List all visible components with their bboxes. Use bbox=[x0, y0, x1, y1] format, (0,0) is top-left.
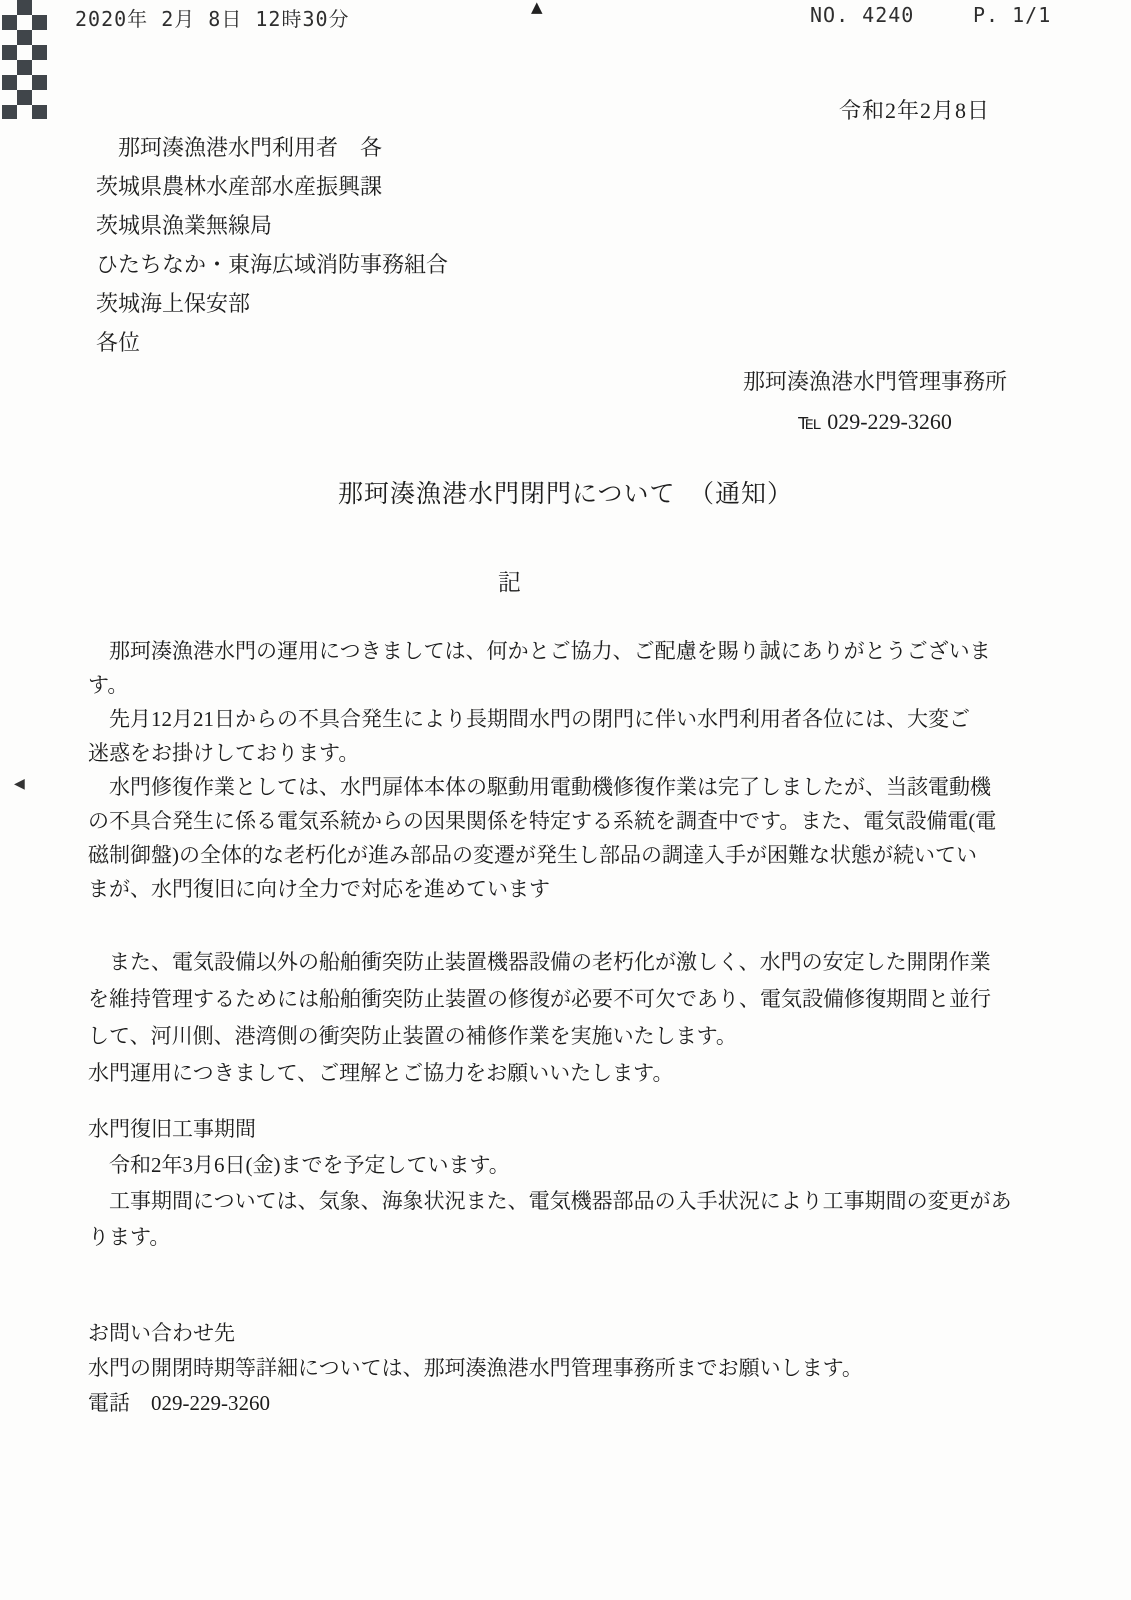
recipient-list bbox=[96, 128, 448, 362]
fax-page-indicator: P. 1/1 bbox=[973, 3, 1052, 27]
body-line: 先月12月21日からの不具合発生により長期間水門の閉門に伴い水門利用者各位には、大変ご bbox=[88, 707, 970, 731]
recipient-line: 茨城県農林水産部水産振興課 bbox=[96, 174, 383, 199]
recipient-line: 各位 bbox=[96, 330, 141, 355]
body-line: ります。 bbox=[88, 1225, 171, 1249]
fax-up-marker-icon: ▲ bbox=[531, 0, 543, 16]
fax-timestamp: 2020年 2月 8日 12時30分 bbox=[75, 7, 350, 31]
body-line: の不具合発生に係る電気系統からの因果関係を特定する系統を調査中です。また、電気設備電(電 bbox=[88, 809, 997, 833]
issue-date: 令和2年2月8日 bbox=[838, 98, 990, 123]
body-line: 令和2年3月6日(金)までを予定しています。 bbox=[88, 1153, 510, 1177]
body-paragraphs bbox=[88, 634, 1048, 906]
body-line: して、河川側、港湾側の衝突防止装置の補修作業を実施いたします。 bbox=[88, 1024, 737, 1048]
recipient-line: 那珂湊漁港水門利用者 各 bbox=[96, 135, 383, 160]
contact-section bbox=[88, 1316, 1048, 1421]
scan-left-marker-icon: ◀ bbox=[14, 776, 25, 792]
recipient-line: 茨城海上保安部 bbox=[96, 291, 251, 316]
body-line: を維持管理するためには船舶衝突防止装置の修復が必要不可欠であり、電気設備修復期間と並行 bbox=[88, 987, 991, 1011]
construction-heading: 水門復旧工事期間 bbox=[88, 1117, 256, 1141]
contact-phone: 電話 029-229-3260 bbox=[88, 1391, 270, 1415]
body-line: 水門の開閉時期等詳細については、那珂湊漁港水門管理事務所までお願いします。 bbox=[88, 1356, 863, 1380]
body-line: 水門修復作業としては、水門扉体本体の駆動用電動機修復作業は完了しましたが、当該電動機 bbox=[88, 775, 991, 799]
recipient-line: 茨城県漁業無線局 bbox=[96, 213, 273, 238]
sender-block bbox=[743, 362, 1007, 442]
fax-doc-number: NO. 4240 bbox=[810, 3, 915, 27]
body-line: 水門運用につきまして、ご理解とご協力をお願いいたします。 bbox=[88, 1061, 674, 1085]
body-line: す。 bbox=[88, 673, 129, 697]
body-line: 那珂湊漁港水門の運用につきましては、何かとご協力、ご配慮を賜り誠にありがとうございま bbox=[88, 639, 991, 663]
body-line: 迷惑をお掛けしております。 bbox=[88, 741, 360, 765]
construction-period-section bbox=[88, 1111, 1048, 1255]
body-line: 磁制御盤)の全体的な老朽化が進み部品の変遷が発生し部品の調達入手が困難な状態が続いてい bbox=[88, 843, 977, 867]
body-line: 工事期間については、気象、海象状況また、電気機器部品の入手状況により工事期間の変更があ bbox=[88, 1189, 1012, 1213]
recipient-line: ひたちなか・東海広域消防事務組合 bbox=[96, 252, 449, 277]
body-paragraph-4 bbox=[88, 944, 1048, 1092]
body-line: また、電気設備以外の船舶衝突防止装置機器設備の老朽化が激しく、水門の安定した開閉作業 bbox=[88, 950, 991, 974]
sender-phone: ℡ 029-229-3260 bbox=[798, 409, 952, 434]
fax-checker-pattern-icon bbox=[2, 0, 47, 119]
record-marker: 記 bbox=[498, 570, 521, 595]
sender-name: 那珂湊漁港水門管理事務所 bbox=[742, 369, 1007, 394]
body-line: まが、水門復旧に向け全力で対応を進めています bbox=[88, 877, 550, 901]
document-title: 那珂湊漁港水門閉門について （通知） bbox=[337, 481, 793, 508]
contact-heading: お問い合わせ先 bbox=[88, 1321, 235, 1345]
